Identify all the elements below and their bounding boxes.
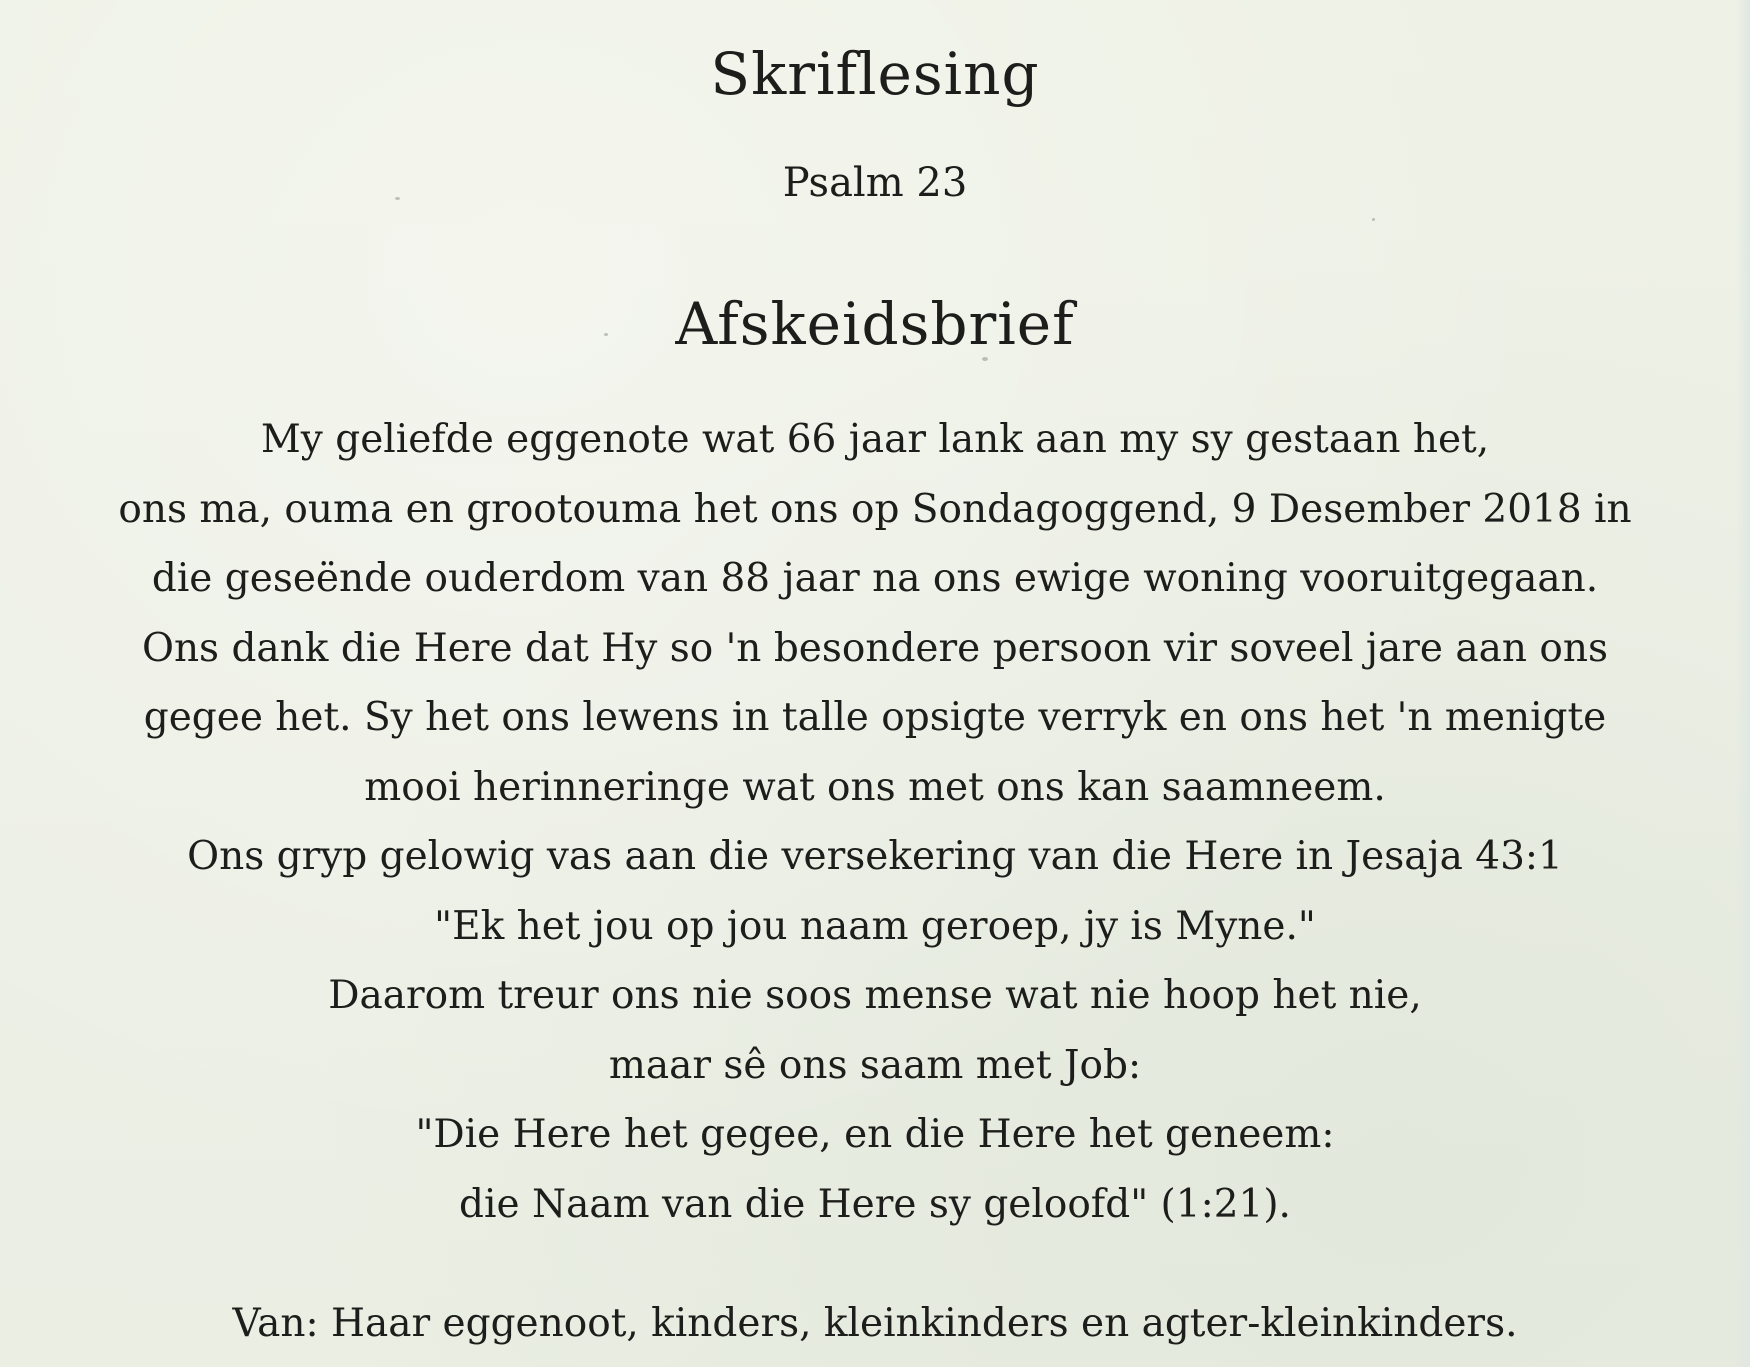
scripture-reference: Psalm 23: [782, 160, 968, 206]
letter-line: maar sê ons saam met Job:: [608, 1042, 1142, 1088]
letter-line: My geliefde eggenote wat 66 jaar lank aan my sy gestaan het,: [260, 417, 1490, 462]
letter-line: die Naam van die Here sy geloofd" (1:21).: [459, 1181, 1291, 1227]
farewell-letter-body: [60, 405, 1690, 1239]
letter-signature: Van: Haar eggenoot, kinders, kleinkinders en agter-kleinkinders.: [232, 1301, 1518, 1346]
letter-line: Ons dank die Here dat Hy so 'n besondere persoon vir soveel jare aan ons: [141, 625, 1609, 671]
letter-line: Ons gryp gelowig vas aan die versekering van die Here in Jesaja 43:1: [187, 834, 1563, 879]
letter-line: "Ek het jou op jou naam geroep, jy is Myne.": [434, 903, 1316, 949]
paper-speck: [1372, 218, 1375, 221]
letter-line: die geseënde ouderdom van 88 jaar na ons ewige woning vooruitgegaan.: [151, 556, 1599, 601]
letter-line: Daarom treur ons nie soos mense wat nie hoop het nie,: [328, 973, 1422, 1018]
section-title-skriflesing: Skriflesing: [710, 40, 1040, 108]
letter-line: ons ma, ouma en grootouma het ons op Sondagoggend, 9 Desember 2018 in: [118, 486, 1632, 532]
letter-line: mooi herinneringe wat ons met ons kan saamneem.: [364, 764, 1386, 810]
letter-line: gegee het. Sy het ons lewens in talle opsigte verryk en ons het 'n menigte: [143, 695, 1607, 740]
letter-line: "Die Here het gegee, en die Here het geneem:: [415, 1112, 1335, 1157]
section-title-afskeidsbrief: Afskeidsbrief: [675, 290, 1075, 358]
